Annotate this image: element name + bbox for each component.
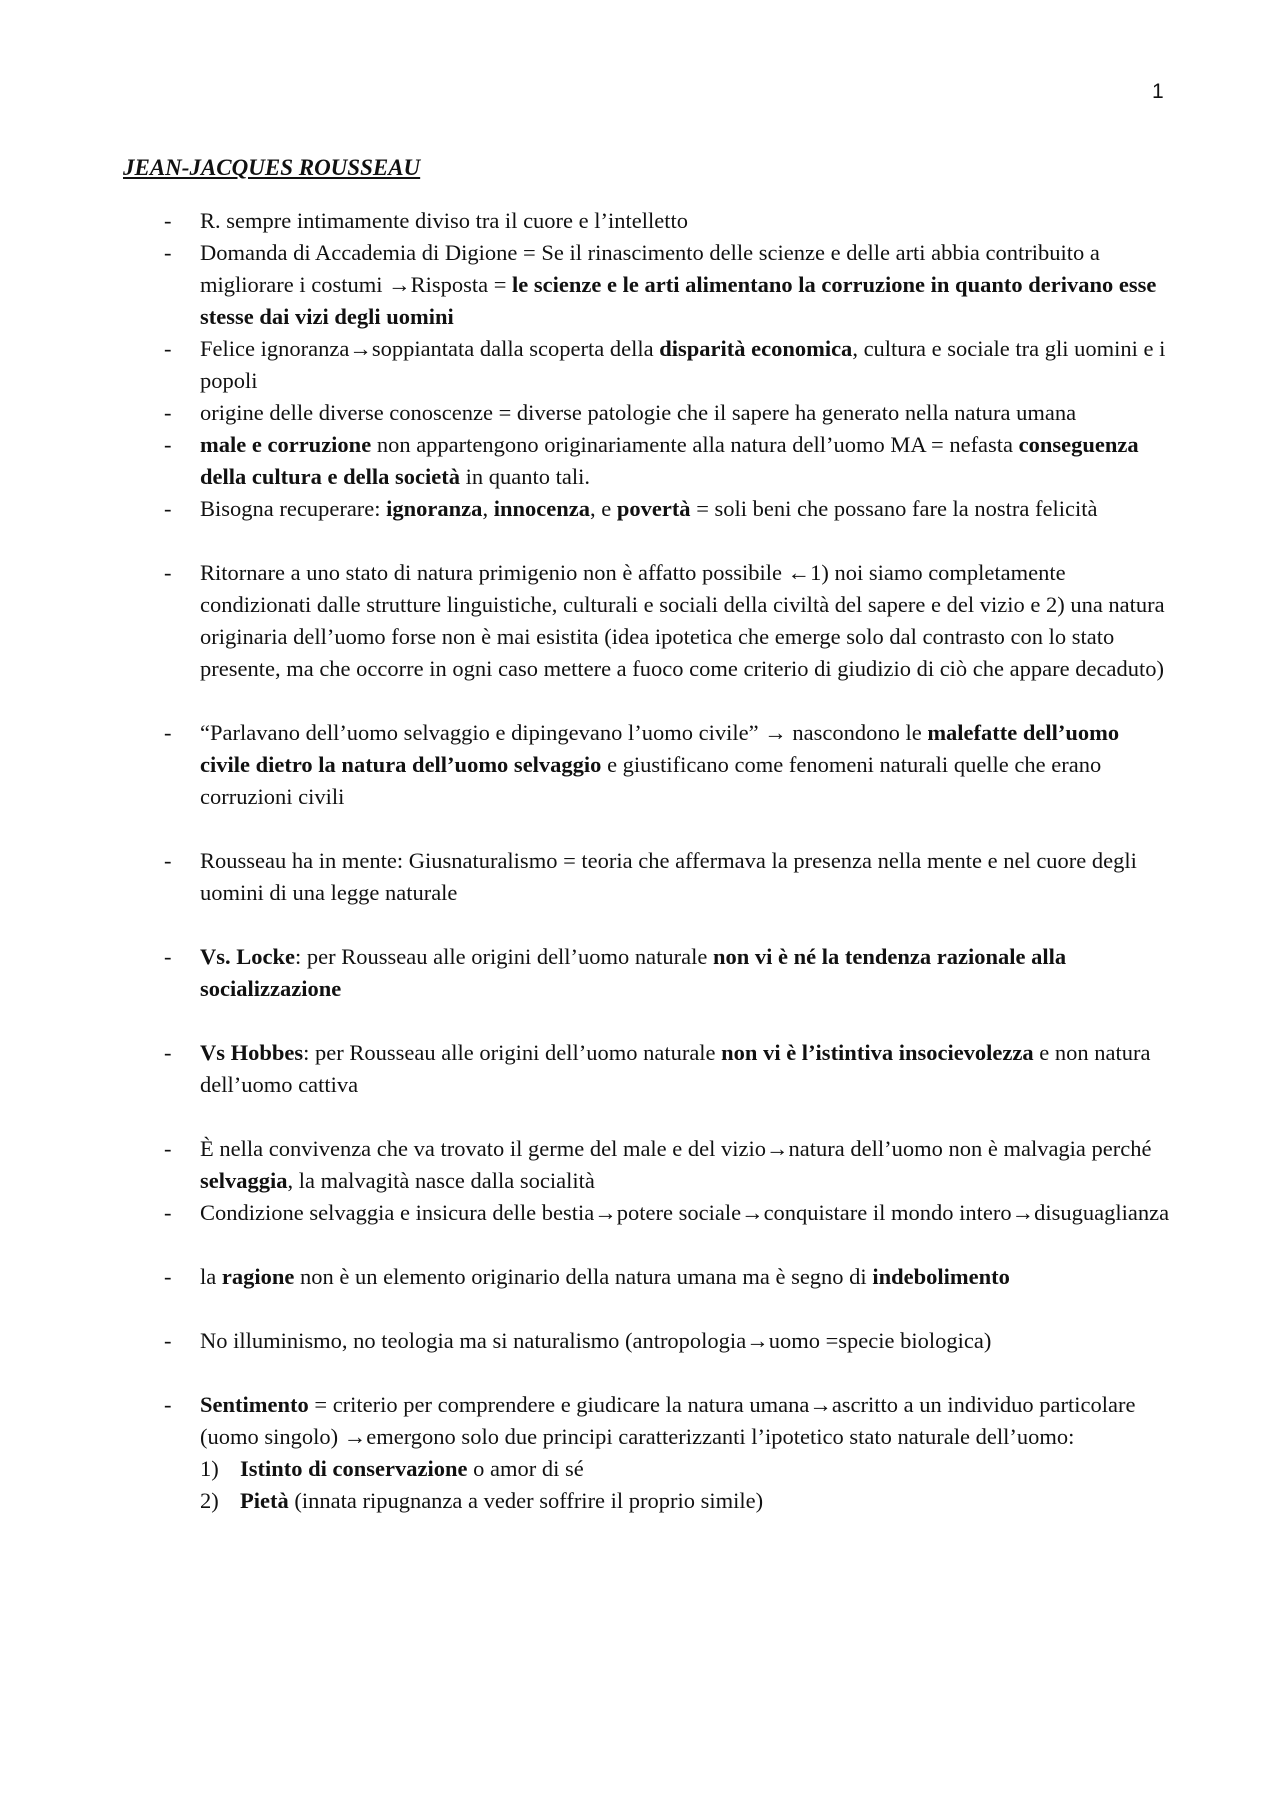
list-item-text — [200, 1389, 1170, 1453]
paragraph-gap — [0, 1101, 1280, 1133]
bullet-dash: - — [164, 848, 172, 873]
bold-text: le scienze e le arti alimentano la corruzione in quanto derivano esse stesse dai vizi degli uomini — [200, 272, 1157, 329]
bold-text: povertà — [616, 496, 691, 521]
bullet-dash: - — [164, 944, 172, 969]
list-item-text — [200, 429, 1170, 493]
bullet-dash: - — [164, 208, 172, 233]
list-item — [0, 1197, 1170, 1229]
list-item — [0, 717, 1170, 813]
paragraph-gap — [0, 685, 1280, 717]
bullet-dash: - — [164, 560, 172, 585]
list-item — [0, 429, 1170, 493]
list-item-text — [200, 205, 1170, 237]
list-item-text — [200, 1133, 1170, 1197]
list-item-text — [200, 717, 1170, 813]
subitem-number: 1) — [200, 1456, 219, 1481]
text-run: e non natura dell’uomo cattiva — [200, 1040, 1151, 1097]
bold-text: indebolimento — [872, 1264, 1010, 1289]
list-item-text — [200, 1037, 1170, 1101]
bold-text: non vi è l’istintiva insocievolezza — [721, 1040, 1034, 1065]
bullet-dash: - — [164, 400, 172, 425]
text-run: R. sempre intimamente diviso tra il cuore e l’intelletto — [200, 208, 688, 233]
text-run: → — [766, 1136, 789, 1161]
list-item-text — [200, 1197, 1170, 1229]
bold-text: Istinto di conservazione — [240, 1456, 468, 1481]
bullet-dash: - — [164, 1136, 172, 1161]
text-run: nascondono le — [786, 720, 928, 745]
list-item — [0, 557, 1170, 685]
text-run: disuguaglianza — [1034, 1200, 1170, 1225]
bold-text: malefatte dell’uomo civile dietro la natura dell’uomo selvaggio — [200, 720, 1120, 777]
text-run: o amor di sé — [467, 1456, 584, 1481]
text-run: Bisogna recuperare: — [200, 496, 387, 521]
text-run: Rousseau ha in mente: Giusnaturalismo = teoria che affermava la presenza nella mente e nel cuore degli uomini di una legge naturale — [200, 848, 1137, 905]
text-run: → — [349, 336, 372, 361]
text-run: , e — [589, 496, 617, 521]
list-item-text — [200, 333, 1170, 397]
text-run: non è un elemento originario della natura umana ma è segno di — [294, 1264, 873, 1289]
text-run: = soli beni che possano fare la nostra felicità — [690, 496, 1098, 521]
bold-text: Vs Hobbes — [200, 1040, 304, 1065]
bullet-dash: - — [164, 1392, 172, 1417]
list-item-text — [200, 237, 1170, 333]
list-item — [0, 1133, 1170, 1197]
bullet-dash: - — [164, 240, 172, 265]
list-item-text — [200, 845, 1170, 909]
subitem-number: 2) — [200, 1488, 219, 1513]
text-run: in quanto tali. — [459, 464, 590, 489]
list-item — [0, 205, 1170, 237]
text-run: non appartengono originariamente alla natura dell’uomo MA = nefasta — [371, 432, 1019, 457]
bold-text: male e corruzione — [200, 432, 372, 457]
bullet-dash: - — [164, 1040, 172, 1065]
paragraph-gap — [0, 1005, 1280, 1037]
list-item — [0, 845, 1170, 909]
text-run: uomo =specie biologica) — [768, 1328, 992, 1353]
list-item — [0, 397, 1170, 429]
bold-text: ignoranza — [386, 496, 483, 521]
bold-text: Pietà — [240, 1488, 289, 1513]
text-run: “Parlavano dell’uomo selvaggio e dipingevano l’uomo civile” — [200, 720, 765, 745]
bold-text: disparità economica — [659, 336, 853, 361]
text-run: natura dell’uomo non è malvagia perché — [788, 1136, 1152, 1161]
text-run: potere sociale — [616, 1200, 742, 1225]
text-run: conquistare il mondo intero — [763, 1200, 1012, 1225]
text-run: origine delle diverse conoscenze = diverse patologie che il sapere ha generato nella natura umana — [200, 400, 1077, 425]
paragraph-gap — [0, 813, 1280, 845]
text-run: e giustificano come fenomeni naturali quelle che erano corruzioni civili — [200, 752, 1102, 809]
text-run: → — [1011, 1200, 1035, 1225]
bold-text: Sentimento — [200, 1392, 309, 1417]
text-run: = criterio per comprendere e giudicare la natura umana — [308, 1392, 810, 1417]
list-item-text — [200, 397, 1170, 429]
text-run: , la malvagità nasce dalla socialità — [287, 1168, 595, 1193]
text-run: → — [594, 1200, 617, 1225]
text-run: → — [764, 720, 787, 745]
text-run: (innata ripugnanza a veder soffrire il proprio simile) — [288, 1488, 764, 1513]
bullet-dash: - — [164, 1328, 172, 1353]
list-item — [0, 1325, 1170, 1357]
text-run: → — [388, 272, 411, 297]
list-item-text — [200, 1325, 1170, 1357]
bullet-dash: - — [164, 1264, 172, 1289]
text-run: Risposta = — [410, 272, 513, 297]
paragraph-gap — [0, 909, 1280, 941]
text-run: → — [809, 1392, 832, 1417]
text-run: → — [741, 1200, 764, 1225]
bullet-dash: - — [164, 1200, 172, 1225]
list-item — [0, 333, 1170, 397]
bullet-list — [0, 205, 1280, 1517]
list-item-text — [200, 493, 1170, 525]
list-item-text — [200, 941, 1170, 1005]
bold-text: innocenza — [493, 496, 590, 521]
text-run: : per Rousseau alle origini dell’uomo naturale — [295, 944, 714, 969]
list-item — [0, 941, 1170, 1005]
bold-text: ragione — [221, 1264, 295, 1289]
text-run: Felice ignoranza — [200, 336, 350, 361]
text-run: → — [746, 1328, 769, 1353]
list-item-text — [200, 1261, 1170, 1293]
text-run: È nella convivenza che va trovato il germe del male e del vizio — [200, 1136, 767, 1161]
list-item — [0, 1261, 1170, 1293]
paragraph-gap — [0, 1293, 1280, 1325]
bullet-dash: - — [164, 432, 172, 457]
bullet-dash: - — [164, 720, 172, 745]
text-run: soppiantata dalla scoperta della — [371, 336, 660, 361]
bold-text: Vs. Locke — [200, 944, 295, 969]
text-run: ascritto a un individuo particolare (uomo singolo) — [200, 1392, 1136, 1449]
text-run: Ritornare a uno stato di natura primigenio non è affatto possibile — [200, 560, 788, 585]
text-run: la — [200, 1264, 222, 1289]
bullet-dash: - — [164, 496, 172, 521]
numbered-subitem — [200, 1453, 1170, 1485]
bold-text: selvaggia — [200, 1168, 288, 1193]
text-run: 1) noi siamo completamente condizionati dalle strutture linguistiche, culturali e sociali della civiltà del sapere e del vizio e 2) una natura originaria dell’uomo forse non è mai esistita (idea ipotetica che emerge solo dal contrasto con lo stato presente, ma che occorre in ogni caso mettere a fuoco come criterio di giudizio di ciò che appare decaduto) — [200, 560, 1165, 681]
text-run: , cultura e sociale tra gli uomini e i popoli — [200, 336, 1166, 393]
text-run: Domanda di Accademia di Digione = Se il rinascimento delle scienze e delle arti abbia contribuito a migliorare i costumi — [200, 240, 1100, 297]
text-run: Condizione selvaggia e insicura delle bestia — [200, 1200, 595, 1225]
bullet-dash: - — [164, 336, 172, 361]
paragraph-gap — [0, 525, 1280, 557]
paragraph-gap — [0, 1229, 1280, 1261]
list-item — [0, 1037, 1170, 1101]
list-item — [0, 1389, 1170, 1517]
bold-text: non vi è né la tendenza razionale alla socializzazione — [200, 944, 1067, 1001]
page-number: 1 — [1152, 80, 1164, 103]
paragraph-gap — [0, 1357, 1280, 1389]
text-run: No illuminismo, no teologia ma si naturalismo (antropologia — [200, 1328, 747, 1353]
list-item — [0, 237, 1170, 333]
text-run: : per Rousseau alle origini dell’uomo naturale — [303, 1040, 722, 1065]
text-run: ← — [787, 560, 811, 585]
list-item — [0, 493, 1170, 525]
list-item-text — [200, 557, 1170, 685]
text-run: emergono solo due principi caratterizzanti l’ipotetico stato naturale dell’uomo: — [366, 1424, 1075, 1449]
numbered-subitem — [200, 1485, 1170, 1517]
text-run: , — [482, 496, 494, 521]
document-title: JEAN-JACQUES ROUSSEAU — [123, 155, 421, 180]
bold-text: conseguenza della cultura e della società — [200, 432, 1139, 489]
text-run: → — [343, 1424, 367, 1449]
